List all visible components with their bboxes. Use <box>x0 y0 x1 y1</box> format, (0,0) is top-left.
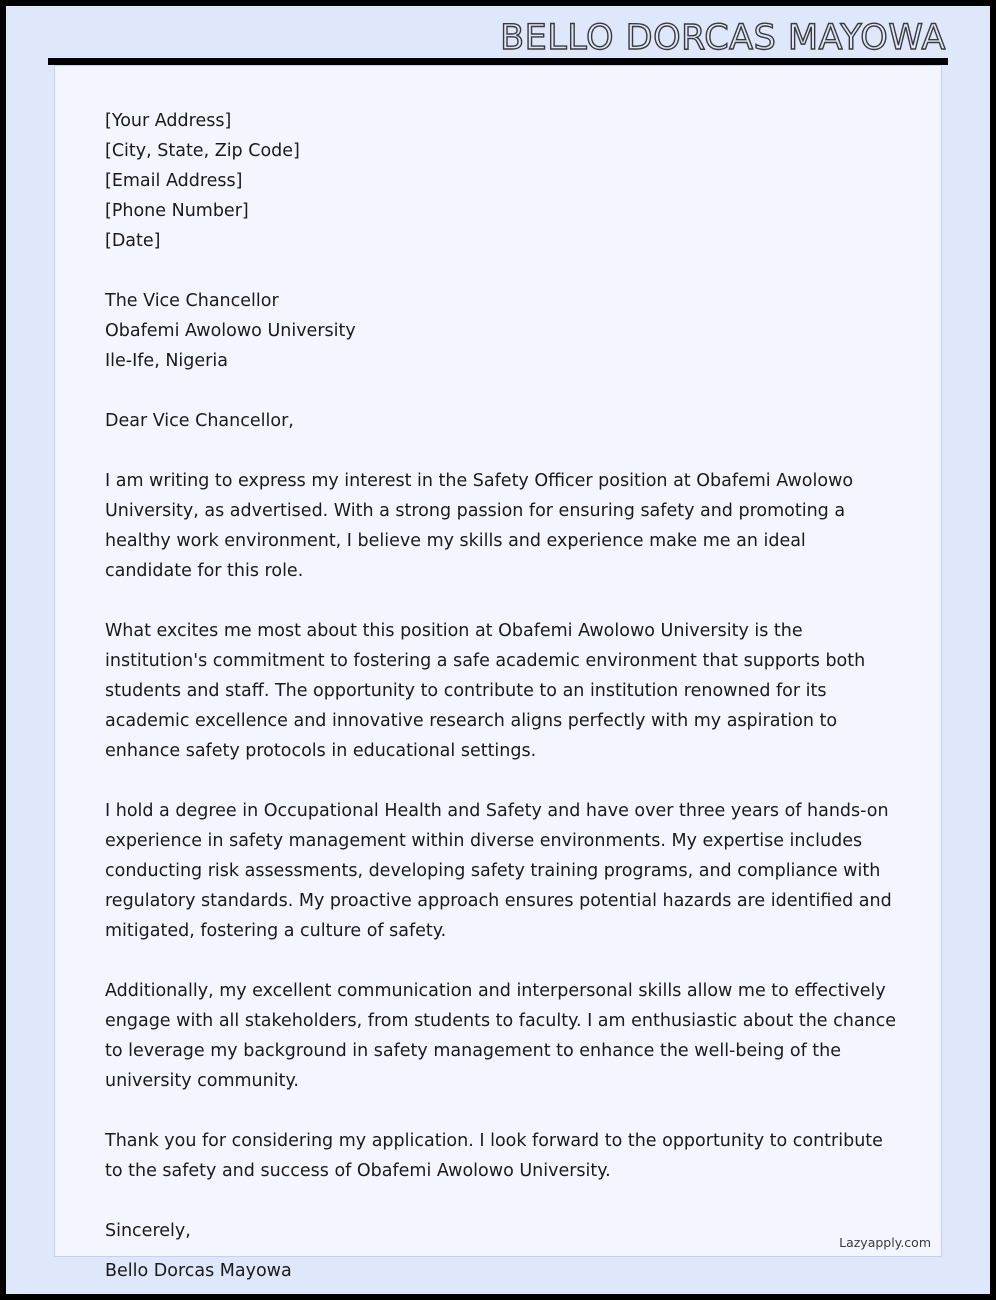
recipient-address-line: Ile-Ife, Nigeria <box>105 351 228 371</box>
sender-address-line: [Phone Number] <box>105 201 249 221</box>
letter-paragraph: Thank you for considering my application. I look forward to the opportunity to contribute to the safety and success of Obafemi Awolowo University. <box>105 1131 883 1181</box>
watermark: Lazyapply.com <box>839 1235 931 1250</box>
sender-address-line: [Email Address] <box>105 171 243 191</box>
recipient-address-line: The Vice Chancellor <box>105 291 279 311</box>
sender-address-block <box>105 106 897 256</box>
recipient-address-block <box>105 286 897 376</box>
cover-letter-body <box>55 66 941 1246</box>
cover-letter-sheet <box>54 65 942 1257</box>
page-title: BELLO DORCAS MAYOWA <box>500 18 946 58</box>
letter-paragraph: What excites me most about this position at Obafemi Awolowo University is the institution's commitment to fostering a safe academic environment that supports both students and staff. The opportunity to contribute to an institution renowned for its academic excellence and innovative research aligns perfectly with my aspiration to enhance safety protocols in educational settings. <box>105 621 866 761</box>
closing: Sincerely, <box>105 1221 191 1241</box>
letter-paragraph: I am writing to express my interest in the Safety Officer position at Obafemi Awolowo University, as advertised. With a strong passion for ensuring safety and promoting a healthy work environment, I believe my skills and experience make me an ideal candidate for this role. <box>105 471 854 581</box>
letter-paragraph: Additionally, my excellent communication and interpersonal skills allow me to effectively engage with all stakeholders, from students to faculty. I am enthusiastic about the chance to leverage my background in safety management to enhance the well-being of the university community. <box>105 981 897 1091</box>
letter-paragraph: I hold a degree in Occupational Health and Safety and have over three years of hands-on experience in safety management within diverse environments. My expertise includes conducting risk assessments, developing safety training programs, and compliance with regulatory standards. My proactive approach ensures potential hazards are identified and mitigated, fostering a culture of safety. <box>105 801 892 941</box>
salutation: Dear Vice Chancellor, <box>105 411 294 431</box>
document-header <box>6 6 990 58</box>
sender-address-line: [Date] <box>105 231 161 251</box>
sender-address-line: [Your Address] <box>105 111 232 131</box>
sender-address-line: [City, State, Zip Code] <box>105 141 300 161</box>
recipient-address-line: Obafemi Awolowo University <box>105 321 356 341</box>
signature-name: Bello Dorcas Mayowa <box>105 1261 292 1281</box>
header-divider <box>48 58 948 65</box>
